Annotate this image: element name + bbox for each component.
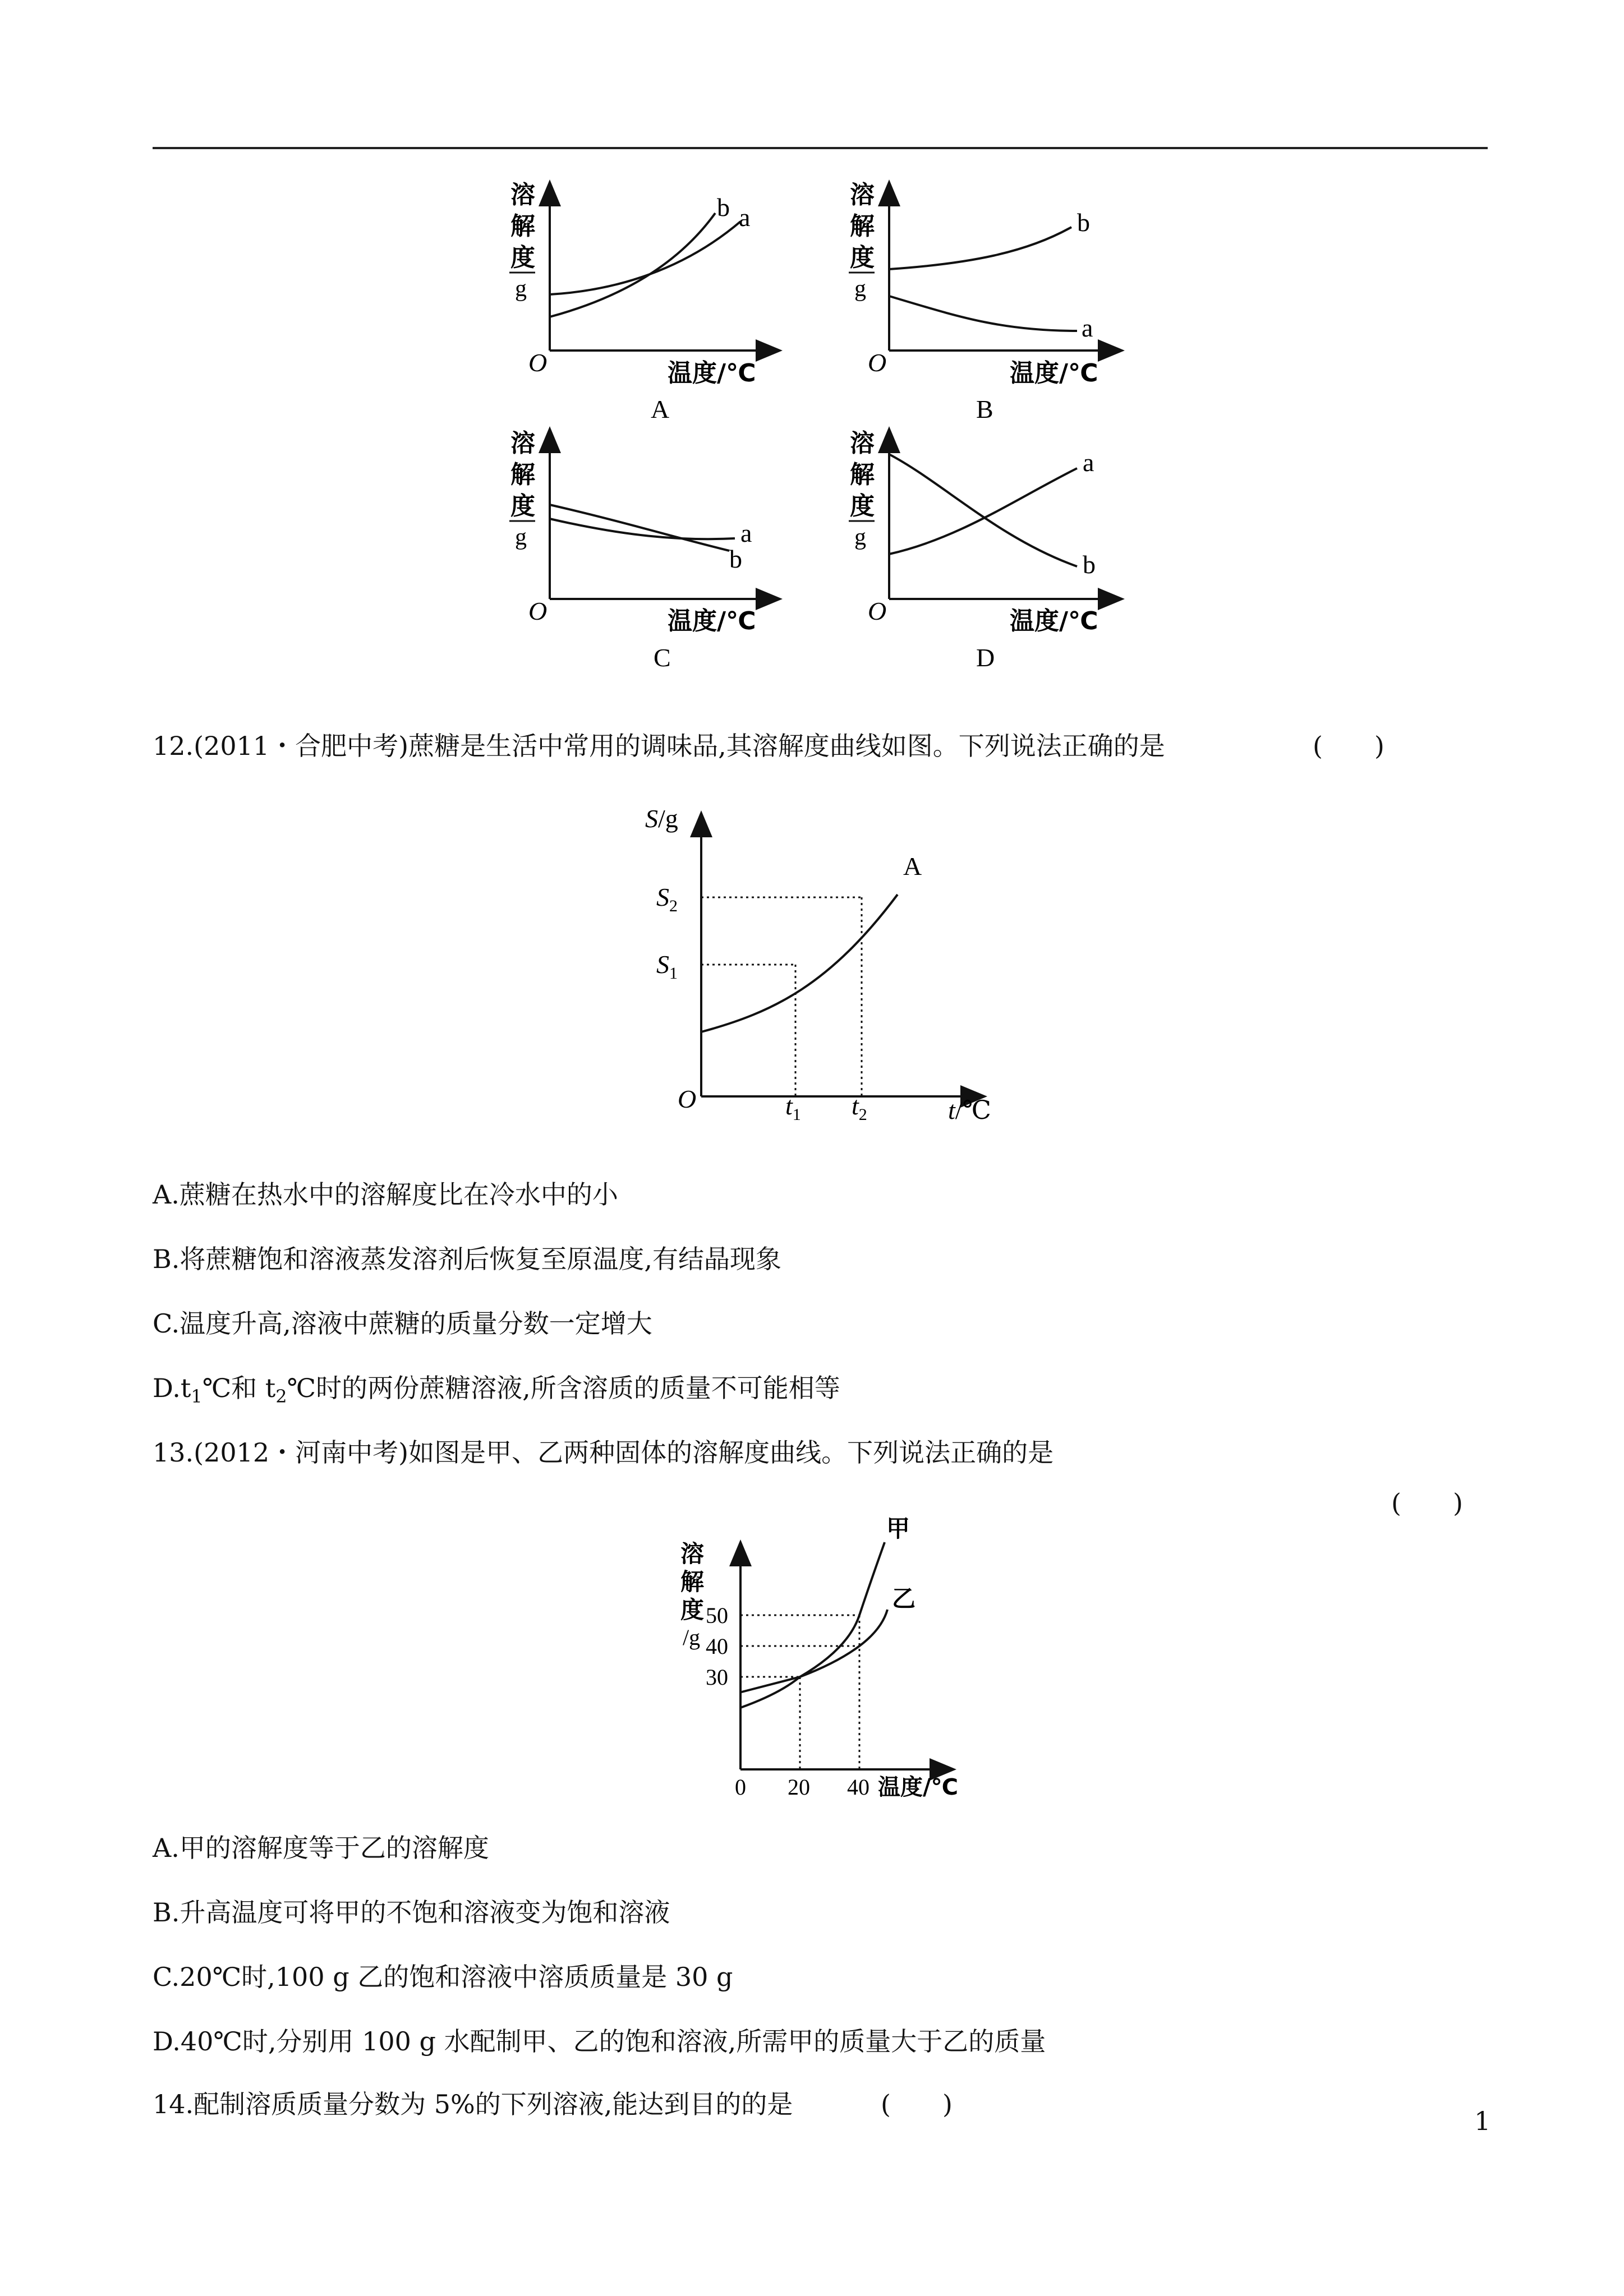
q12-xlabel: t/℃ (948, 1096, 992, 1124)
q14-answer-paren: ( ) (881, 2089, 953, 2119)
panel-C-ylabel-1: 溶 (510, 429, 535, 458)
panel-A-ylabel-2: 解 (510, 212, 535, 241)
q12-curve-A (701, 895, 898, 1032)
q12-option-c: C.温度升高,溶液中蔗糖的质量分数一定增大 (153, 1308, 652, 1339)
panel-B-curve-a (889, 296, 1077, 331)
panel-B-label-b: b (1077, 208, 1090, 237)
q13-xlabel: 温度/℃ (878, 1774, 959, 1800)
panel-D-ylabel-1: 溶 (850, 429, 875, 458)
panel-B-ylabel-3: 度 (850, 243, 875, 272)
panel-A (509, 181, 771, 423)
q13-answer-paren: ( ) (1391, 1488, 1463, 1518)
q12-stem: 12.(2011・合肥中考)蔗糖是生活中常用的调味品,其溶解度曲线如图。下列说法正确的是 (153, 731, 1165, 761)
panel-A-ylabel-unit: g (515, 276, 527, 302)
panel-C (509, 429, 771, 672)
q12-option-a: A.蔗糖在热水中的溶解度比在冷水中的小 (153, 1179, 618, 1210)
panel-A-label-a: a (739, 203, 751, 232)
panel-A-ylabel-1: 溶 (510, 181, 535, 209)
panel-A-label-b: b (717, 193, 730, 222)
q12-sucrose-chart (617, 805, 1010, 1141)
q12-answer-paren: ( ) (1313, 731, 1384, 761)
panel-D-ylabel-3: 度 (850, 492, 875, 520)
panel-A-curve-b (550, 213, 715, 317)
panel-B-xlabel: 温度/℃ (1010, 359, 1098, 388)
q13-option-d: D.40℃时,分别用 100 g 水配制甲、乙的饱和溶液,所需甲的质量大于乙的质量 (153, 2026, 1046, 2057)
panel-D-ylabel-unit: g (854, 524, 866, 550)
panel-D-label-b: b (1083, 550, 1096, 579)
panel-B-ylabel-2: 解 (850, 212, 875, 241)
page-number: 1 (1474, 2106, 1491, 2136)
panel-B (849, 181, 1114, 423)
panel-C-ylabel-2: 解 (510, 460, 535, 489)
q12-origin: O (678, 1085, 697, 1113)
panel-A-xlabel: 温度/℃ (668, 359, 756, 388)
panel-C-caption: C (654, 643, 671, 672)
q13-ylabel-2: 解 (680, 1568, 705, 1596)
panel-B-label-a: a (1082, 313, 1093, 342)
panel-C-origin: O (528, 597, 548, 625)
q13-x-tick-label: 0 (735, 1774, 746, 1800)
panel-C-ylabel-3: 度 (510, 492, 535, 520)
panel-D-label-a: a (1083, 448, 1094, 477)
q13-ylabel-unit: /g (683, 1625, 701, 1650)
q13-series-line-2 (740, 1610, 887, 1693)
panel-D-caption: D (976, 643, 995, 672)
q12-option-d: $D.t_1℃$和 $t_2℃$时的两份蔗糖溶液,所含溶质的质量不可能相等 (153, 1373, 840, 1408)
solubility-panels-figure (494, 168, 1139, 684)
q13-x-tick-label: 20 (788, 1774, 810, 1800)
q12-curve-label: A (903, 852, 922, 880)
panel-C-ylabel-unit: g (515, 524, 527, 550)
q13-y-tick-label: 50 (706, 1603, 728, 1628)
panel-B-ylabel-1: 溶 (850, 181, 875, 209)
panel-B-ylabel-unit: g (854, 276, 866, 302)
header-rule (153, 147, 1488, 149)
q13-option-c: C.20℃时,100 g 乙的饱和溶液中溶质质量是 30 g (153, 1962, 733, 1992)
q13-y-tick-label: 40 (706, 1634, 728, 1659)
panel-C-label-a: a (740, 519, 752, 547)
panel-D-ylabel-2: 解 (850, 460, 875, 489)
panel-C-label-b: b (729, 545, 742, 573)
panel-A-ylabel-3: 度 (510, 243, 535, 272)
q13-option-a: A.甲的溶解度等于乙的溶解度 (153, 1833, 489, 1863)
panel-D-curve-b (889, 454, 1077, 566)
panel-A-origin: O (528, 348, 548, 377)
q13-y-tick-label: 30 (706, 1665, 728, 1690)
q13-series-line-1 (740, 1542, 885, 1708)
panel-B-origin: O (868, 348, 887, 377)
q12-ylabel: S/g (645, 804, 678, 833)
q13-series-label-2: 乙 (892, 1585, 916, 1612)
q12-t2-label: $t_2$ (852, 1091, 867, 1124)
panel-A-curve-a (550, 222, 740, 294)
panel-B-curve-b (889, 227, 1071, 269)
panel-D-origin: O (868, 597, 887, 625)
panel-D-curve-a (889, 468, 1077, 554)
q12-t1-label: $t_1$ (785, 1091, 801, 1124)
panel-A-caption: A (651, 395, 670, 423)
q14-stem: 14.配制溶质质量分数为 5%的下列溶液,能达到目的的是 (153, 2089, 793, 2119)
panel-D (849, 429, 1114, 672)
q13-stem: 13.(2012・河南中考)如图是甲、乙两种固体的溶解度曲线。下列说法正确的是 (153, 1437, 1054, 1468)
q12-s2-label: $S_2$ (656, 883, 678, 915)
panel-C-xlabel: 温度/℃ (668, 607, 756, 635)
q13-option-b: B.升高温度可将甲的不饱和溶液变为饱和溶液 (153, 1897, 670, 1928)
panel-C-curve-b (550, 505, 729, 551)
q12-s1-label: $S_1$ (656, 950, 678, 983)
q13-series-label-1: 甲 (886, 1515, 910, 1542)
q12-option-b: B.将蔗糖饱和溶液蒸发溶剂后恢复至原温度,有结晶现象 (153, 1244, 782, 1274)
q13-ylabel-3: 度 (680, 1596, 705, 1624)
q13-ylabel-1: 溶 (680, 1540, 705, 1567)
panel-D-xlabel: 温度/℃ (1010, 607, 1098, 635)
q13-solubility-chart (665, 1515, 990, 1803)
panel-B-caption: B (976, 395, 993, 423)
q13-x-tick-label: 40 (847, 1774, 869, 1800)
